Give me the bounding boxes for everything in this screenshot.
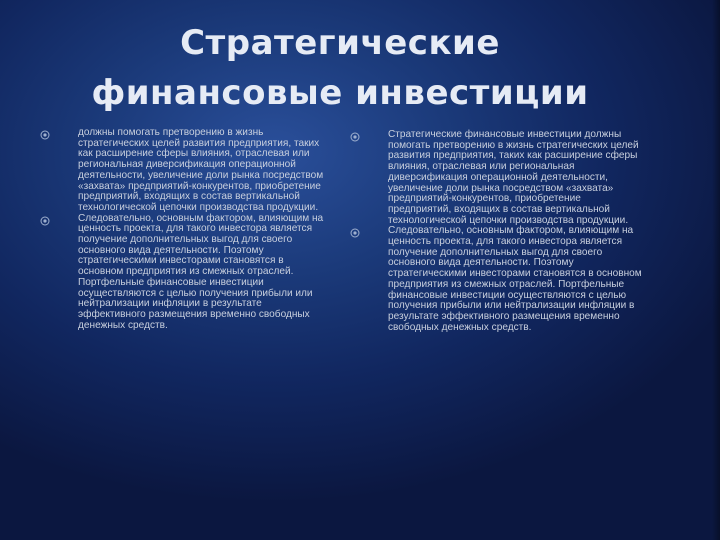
bullet-text: Стратегические финансовые инвестиции должны помогать претворению в жизнь стратегических целей развития предприятия, таких как расширение сферы влияния, отраслевая или региональная диверсификация операционной деятельности, увеличение доли рынка посредством «захвата» предприятий-конкурентов, приобретение предприятий, входящих в состав вертикальной технологической цепочки производства продукции.	[388, 129, 639, 226]
circle-target-icon	[40, 216, 50, 226]
slide-title	[40, 18, 640, 118]
right-column	[350, 130, 642, 333]
circle-target-icon	[350, 228, 360, 238]
circle-target-icon	[40, 130, 50, 140]
bullet-item	[40, 214, 330, 332]
left-column	[40, 128, 330, 331]
circle-target-icon	[350, 132, 360, 142]
bullet-text: Следовательно, основным фактором, влияющим на ценность проекта, для такого инвестора является получение дополнительных выгод для своего основного вида деятельности. Поэтому стратегическими инвесторами становятся в основном предприятия из смежных отраслей. Портфельные финансовые инвестиции осуществляются с целью получения прибыли или нейтрализации инфляции в результате эффективного размещения временно свободных денежных средств.	[388, 225, 642, 333]
bullet-text: должны помогать претворению в жизнь стратегических целей развития предприятия, таких как расширение сферы влияния, отраслевая или региональная диверсификация операционной деятельности, увеличение доли рынка посредством «захвата» предприятий-конкурентов, приобретение предприятий, входящих в состав вертикальной технологической цепочки производства продукции.	[78, 127, 324, 213]
bullet-item	[350, 226, 642, 333]
bullet-item	[40, 128, 330, 214]
title-line-2: финансовые инвестиции	[91, 73, 589, 113]
title-line-1: Стратегические	[180, 23, 500, 63]
slide-edge-shadow	[712, 0, 720, 540]
bullet-item	[350, 130, 642, 226]
bullet-text: Следовательно, основным фактором, влияющим на ценность проекта, для такого инвестора является получение дополнительных выгод для своего основного вида деятельности. Поэтому стратегическими инвесторами становятся в основном предприятия из смежных отраслей. Портфельные финансовые инвестиции осуществляются с целью получения прибыли или нейтрализации инфляции в результате эффективного размещения временно свободных денежных средств.	[78, 212, 324, 331]
